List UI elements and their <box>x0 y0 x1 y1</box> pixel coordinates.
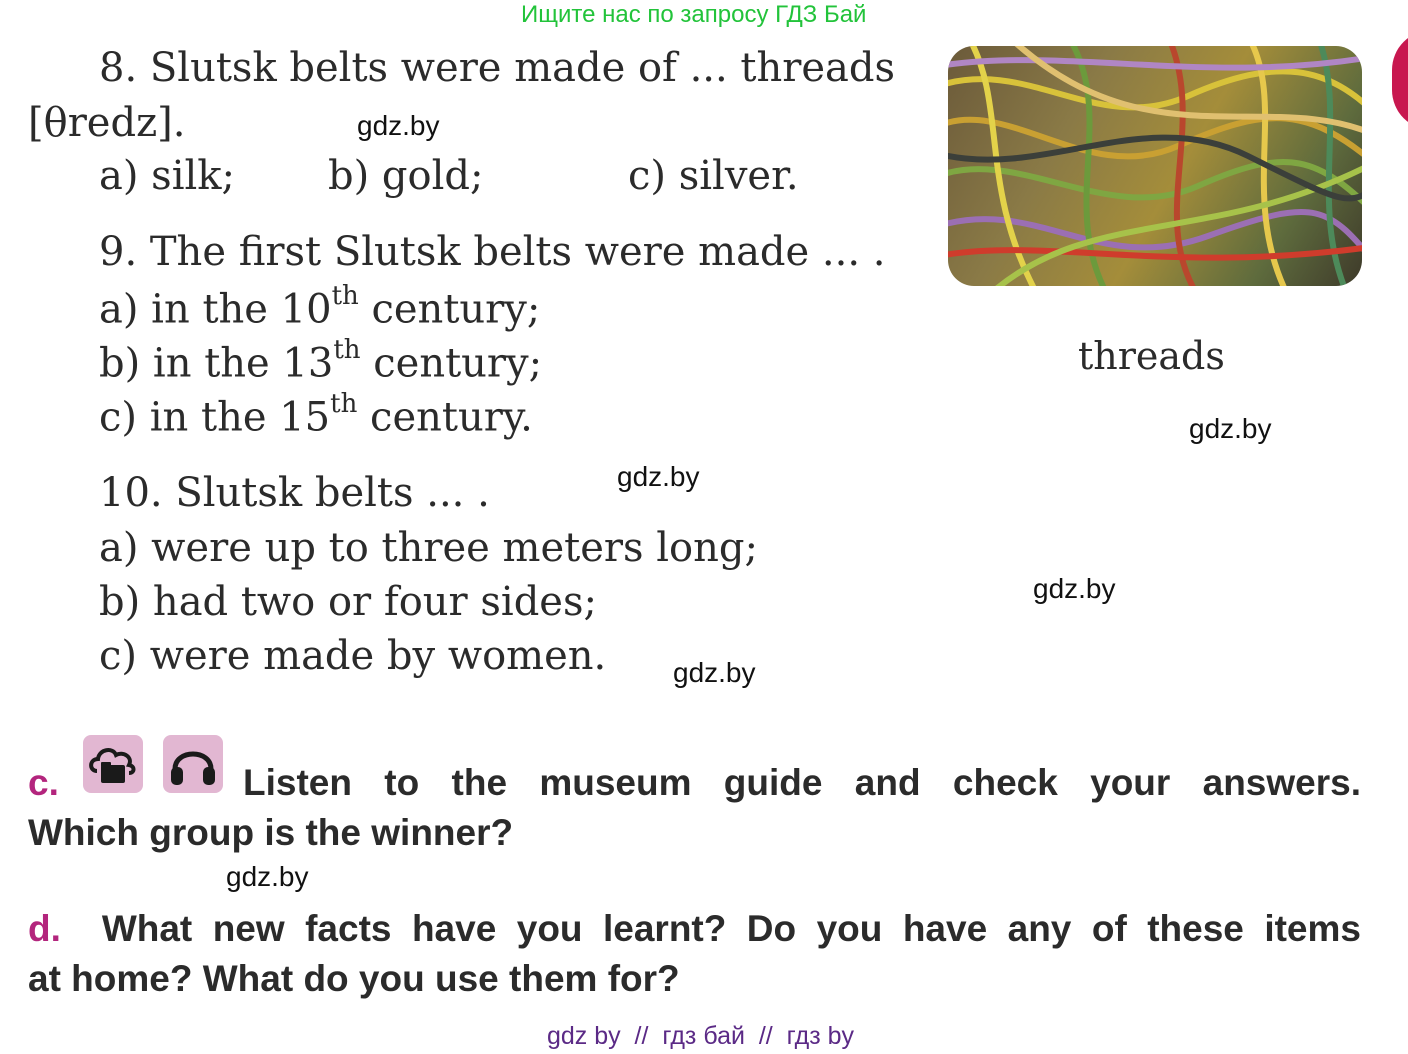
q8-option-a: a) silk; <box>99 153 235 199</box>
task-d-line1 <box>28 908 1361 950</box>
threads-illustration <box>948 46 1362 286</box>
q8-option-b: b) gold; <box>328 153 484 199</box>
q9-stem: 9. The first Slutsk belts were made ... . <box>99 229 886 275</box>
watermark: gdz.by <box>357 110 440 141</box>
task-c-line1: Listen to the museum guide and check your answers. <box>243 762 1361 803</box>
watermark: gdz.by <box>617 461 700 492</box>
q10-option-c: c) were made by women. <box>99 633 607 679</box>
q8-stem: 8. Slutsk belts were made of ... threads <box>99 45 896 91</box>
q8-transcription: [θredz]. <box>28 100 186 146</box>
task-d-letter: d. <box>28 908 61 949</box>
q9-option-c: c) in the 15th century. <box>99 389 533 441</box>
q10-option-b: b) had two or four sides; <box>99 579 597 625</box>
task-d-text: What new facts have you learnt? Do you have any of these items <box>101 908 1361 949</box>
photo-caption: threads <box>1078 334 1225 378</box>
threads-photo <box>948 46 1362 286</box>
cloud-folder-icon <box>83 735 143 793</box>
task-c-line2: Which group is the winner? <box>28 812 514 853</box>
watermark: gdz.by <box>673 657 756 688</box>
search-banner: Ищите нас по запросу ГДЗ Бай <box>521 1 867 28</box>
watermark: gdz.by <box>1189 413 1272 444</box>
watermark: gdz.by <box>1033 573 1116 604</box>
footer-links[interactable]: gdz by // гдз бай // гдз by <box>547 1022 855 1050</box>
task-c-letter: c. <box>28 762 59 803</box>
decorative-red-shape <box>1392 30 1408 130</box>
q9-option-a: a) in the 10th century; <box>99 281 541 333</box>
watermark: gdz.by <box>226 861 309 892</box>
q9-option-b: b) in the 13th century; <box>99 335 543 387</box>
task-d-line2: at home? What do you use them for? <box>28 958 680 999</box>
headphones-icon <box>163 735 223 793</box>
q10-option-a: a) were up to three meters long; <box>99 525 758 571</box>
q8-option-c: c) silver. <box>628 153 799 199</box>
q10-stem: 10. Slutsk belts ... . <box>99 470 490 516</box>
